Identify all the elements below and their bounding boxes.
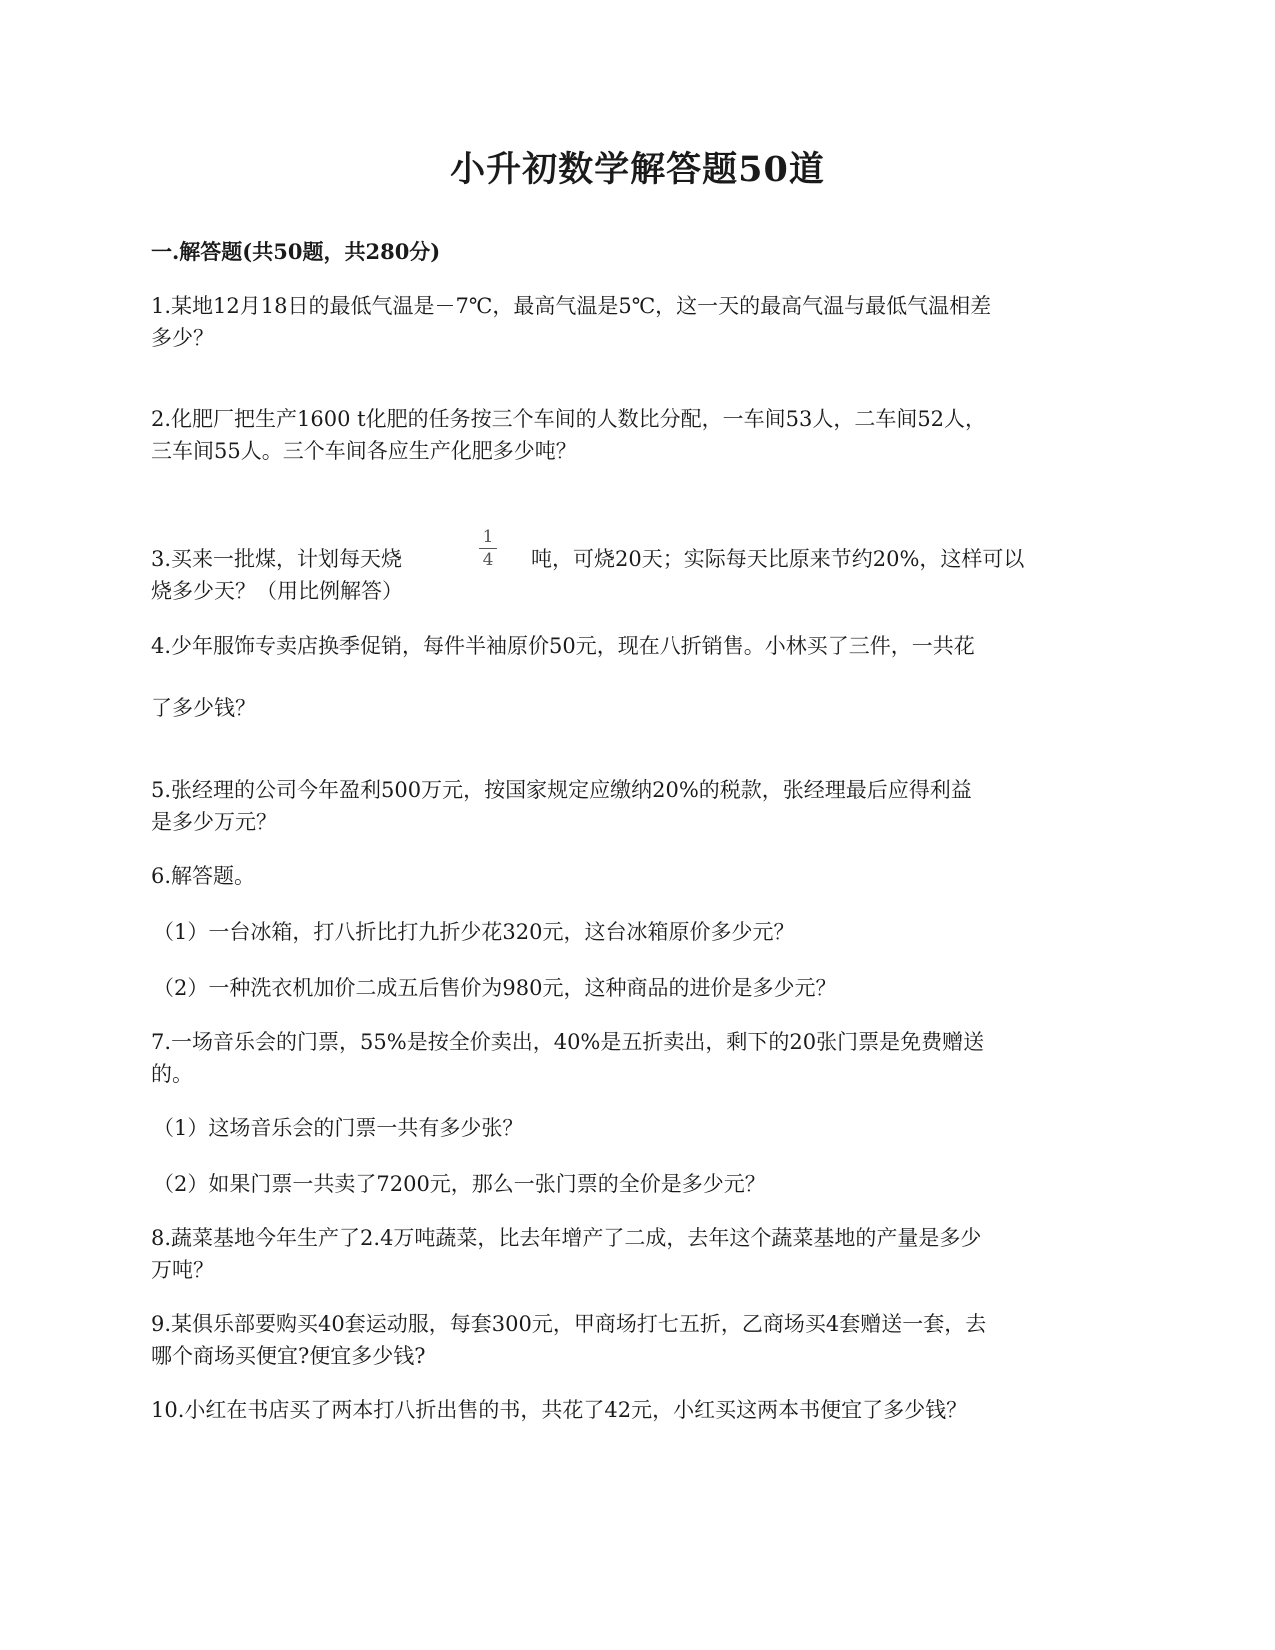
q1-line-1: 1.某地12月18日的最低气温是－7℃，最高气温是5℃，这一天的最高气温与最低气温相差 [151, 294, 992, 318]
q2-line-2: 三车间55人。三个车间各应生产化肥多少吨？ [151, 439, 577, 463]
q2-line-1: 2.化肥厂把生产1600 t化肥的任务按三个车间的人数比分配，一车间53人，二车间52人， [151, 407, 987, 431]
q7-sub-1: （1）这场音乐会的门票一共有多少张？ [153, 1116, 524, 1140]
q9-line-1: 9.某俱乐部要购买40套运动服，每套300元，甲商场打七五折，乙商场买4套赠送一套，去 [151, 1312, 987, 1336]
fraction-bar [479, 548, 497, 549]
q9-line-2: 哪个商场买便宜?便宜多少钱? [151, 1344, 426, 1368]
q1-line-2: 多少？ [151, 326, 214, 350]
q4-line-1: 4.少年服饰专卖店换季促销，每件半袖原价50元，现在八折销售。小林买了三件，一共花 [151, 634, 975, 658]
q8-line-2: 万吨？ [151, 1258, 214, 1282]
q8-line-1: 8.蔬菜基地今年生产了2.4万吨蔬菜，比去年增产了二成，去年这个蔬菜基地的产量是多少 [151, 1226, 982, 1250]
q3-line-1a: 3.买来一批煤，计划每天烧 [151, 547, 403, 571]
q5-line-2: 是多少万元？ [151, 810, 277, 834]
q6-sub-2: （2）一种洗衣机加价二成五后售价为980元，这种商品的进价是多少元？ [153, 976, 837, 1000]
q3-line-2: 烧多少天？（用比例解答） [151, 579, 403, 603]
q7-sub-2: （2）如果门票一共卖了7200元，那么一张门票的全价是多少元？ [153, 1172, 766, 1196]
q6-sub-1: （1）一台冰箱，打八折比打九折少花320元，这台冰箱原价多少元？ [153, 920, 795, 944]
fraction-numerator: 1 [482, 527, 494, 547]
fraction-denominator: 4 [482, 550, 494, 570]
q5-line-1: 5.张经理的公司今年盈利500万元，按国家规定应缴纳20%的税款，张经理最后应得利益 [151, 778, 972, 802]
q7-line-2: 的。 [151, 1062, 193, 1086]
q6-line-1: 6.解答题。 [151, 864, 256, 888]
q4-line-2: 了多少钱？ [151, 696, 256, 720]
q3-line-1b: 吨，可烧20天；实际每天比原来节约20%，这样可以 [531, 547, 1025, 571]
q7-line-1: 7.一场音乐会的门票，55%是按全价卖出，40%是五折卖出，剩下的20张门票是免费赠送 [151, 1030, 985, 1054]
q10-line-1: 10.小红在书店买了两本打八折出售的书，共花了42元，小红买这两本书便宜了多少钱？ [151, 1398, 968, 1422]
fraction-one-quarter [477, 527, 499, 570]
page-title: 小升初数学解答题50道 [450, 149, 825, 190]
section-heading: 一.解答题(共50题，共280分) [151, 239, 441, 264]
